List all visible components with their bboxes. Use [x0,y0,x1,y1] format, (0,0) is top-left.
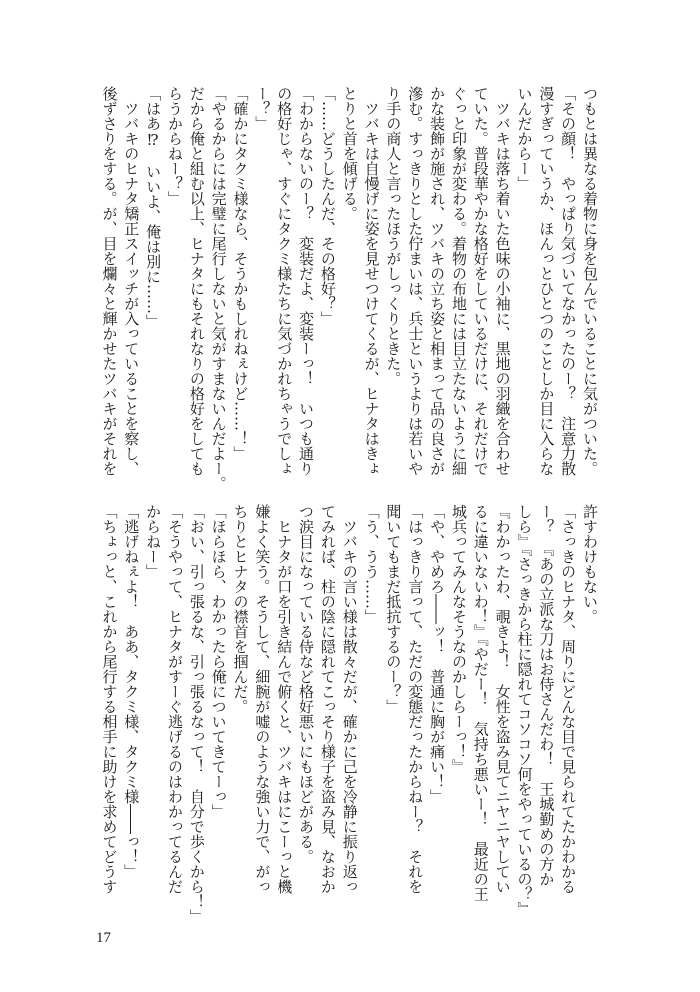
text-column: り手の商人と言ったほうがしっくりときた。 [384,86,403,386]
text-column: かな装飾が施され、ツバキの立ち姿と相まって品の良さが [428,86,447,476]
text-column: るに違いないわ！』『やだー！ 気持ち悪いー！ 最近の王 [471,504,490,902]
text-column: つ涙目になっている侍など格好悪いにもほどがある。 [297,504,316,864]
text-column: 「や、やめろ――ッ！ 普通に胸が痛い！」 [428,504,447,804]
text-column: とりと首を傾げる。 [340,86,359,221]
text-column: 「やるからには完璧に尾行しないと気がすまないんだよー。 [209,86,228,491]
text-column: 「逃げねぇよ！ ああ、タクミ様、タクミ様――っ！」 [122,504,141,879]
text-column: 漫すぎっていうか、ほんっとひとつのことしか目に入らな [537,86,556,476]
text-column: 「おい、引っ張るな、引っ張るなって！ 自分で歩くから！」 [187,504,206,924]
text-column: 『わかったわ、覗きよ！ 女性を盗み見てニヤニヤしてい [493,504,512,894]
text-column: の格好じゃ、すぐにタクミ様たちに気づかれちゃうでしょ [275,86,294,476]
text-column: 許すわけもない。 [581,504,599,624]
text-block-lower [96,504,600,924]
text-column: 滲む。すっきりとした佇まいは、兵士というよりは若いや [406,86,425,476]
text-column: 嫌よく笑う。そうして、細腕が嘘のような強い力で、がっ [253,504,272,894]
text-column: 後ずさりをする。が、目を爛々と輝かせたツバキがそれを [100,86,119,476]
text-column: 城兵ってみんなそうなのかしらーっ！』 [449,504,468,774]
text-column: 「ほらほら、わかったら俺についてきてーっ」 [209,504,228,819]
text-column: ちりとヒナタの襟首を掴んだ。 [231,504,250,714]
text-column: 「さっきのヒナタ、周りにどんな目で見られてたかわかる [559,504,578,894]
text-column: だから俺と組む以上、ヒナタにもそれなりの格好をしても [187,86,206,476]
text-column: 「……どうしたんだ、その格好？」 [318,86,337,326]
text-column: ヒナタが口を引き結んで俯くと、ツバキはにこーっと機 [275,504,294,894]
text-column: 「ちょっと、これから尾行する相手に助けを求めてどうす [100,504,119,894]
text-column: ー？」 [253,86,272,131]
text-column: ツバキは自慢げに姿を見せつけてくるが、ヒナタはきょ [362,86,381,476]
text-column: らうからねー？」 [165,86,184,206]
text-column: 「そうやって、ヒナタがすーぐ逃げるのはわかってるんだ [165,504,184,894]
text-column: いんだからー」 [515,86,534,191]
text-column: ぐっと印象が変わる。着物の布地には目立たないように細 [449,86,468,476]
text-column: ー？ 『あの立派な刀はお侍さんだわ！ 王城勤めの方か [537,504,556,887]
text-column: 「う、うう……」 [362,504,381,624]
text-column: てみれば、柱の陰に隠れてこっそり様子を盗み見、なおか [318,504,337,894]
text-column: 「確かにタクミ様なら、そうかもしれねぇけど……！」 [231,86,250,461]
text-column: しら』『さっきから柱に隠れてコソコソ何をやっているの？』 [515,504,534,917]
text-block-upper [96,86,600,491]
text-column: からねー」 [144,504,163,579]
text-column: ツバキのヒナタ矯正スイッチが入っていることを察し、 [122,86,141,476]
text-column: 聞いてもまだ抵抗するのー？」 [384,504,403,714]
text-column: ていた。普段華やかな格好をしているだけに、それだけで [471,86,490,476]
page-number: 17 [96,930,111,946]
text-column: 「はっきり言って、ただの変態だったからねー？ それを [406,504,425,894]
text-column: 「わからないのー？ 変装だよ、変装ーっ！ いつも通り [297,86,316,476]
text-column: つもとは異なる着物に身を包んでいることに気がついた。 [581,86,599,476]
text-column: ツバキは落ち着いた色味の小袖に、黒地の羽織を合わせ [493,86,512,476]
text-column: 「はあ⁉ いいよ、俺は別に……」 [144,86,163,329]
text-column: ツバキの言い様は散々だが、確かに己を冷静に振り返っ [340,504,359,894]
text-column: 「その顔！ やっぱり気づいてなかったのー？ 注意力散 [559,86,578,476]
